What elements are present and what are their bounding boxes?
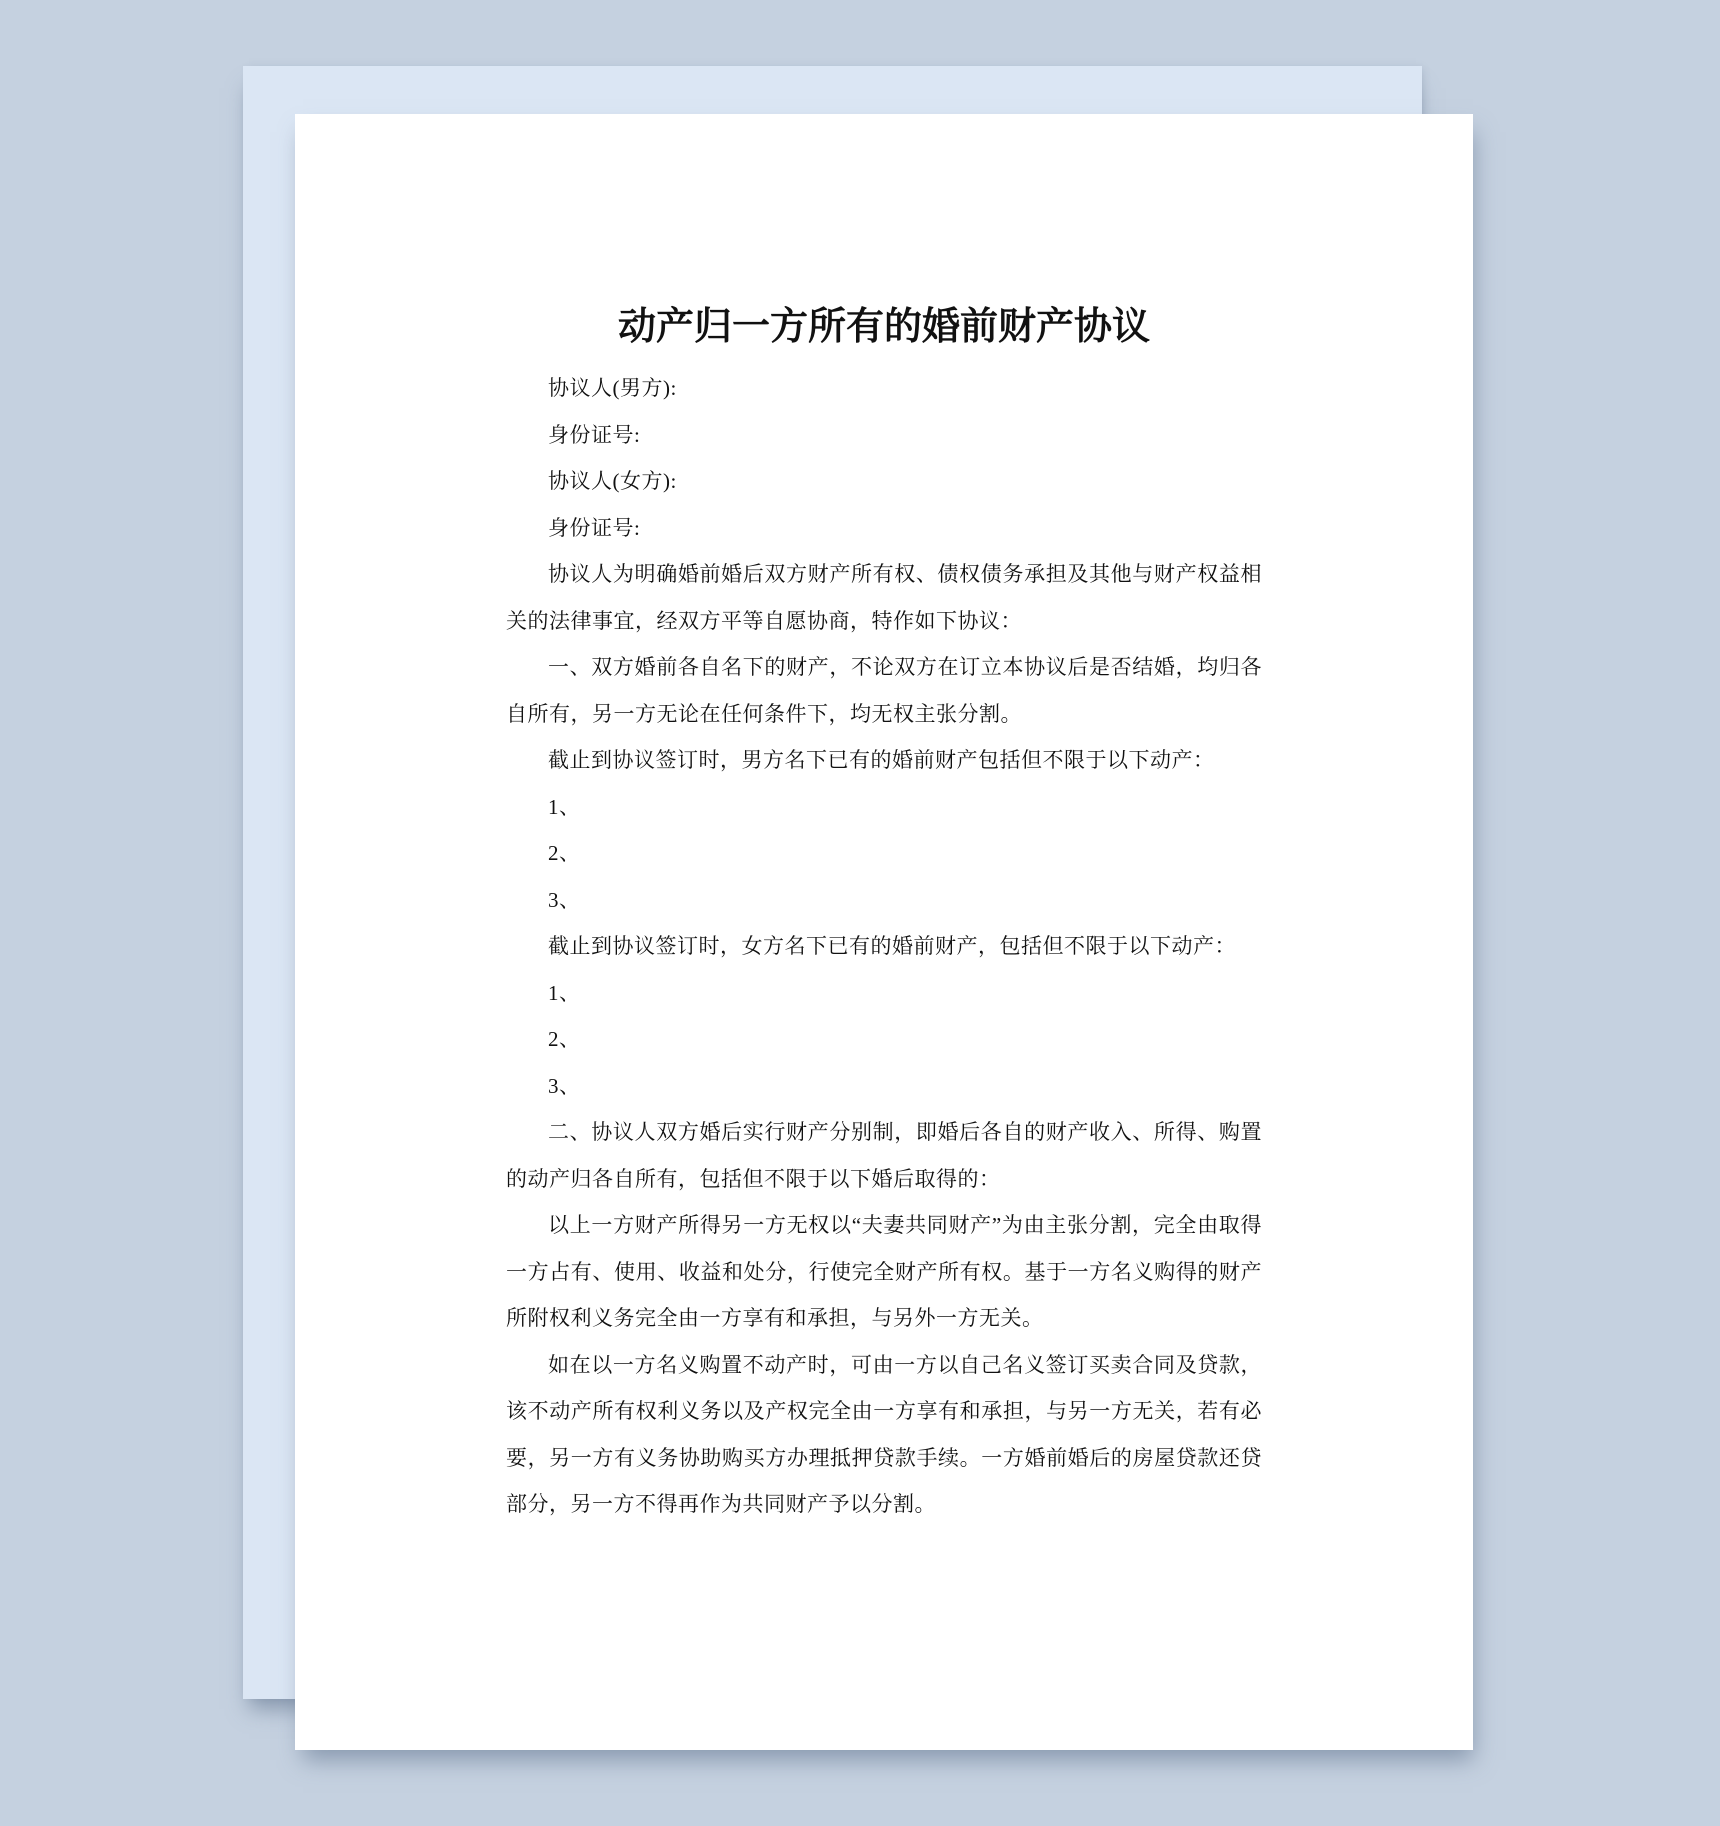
preamble: 协议人为明确婚前婚后双方财产所有权、债权债务承担及其他与财产权益相关的法律事宜，经双方平等自愿协商，特作如下协议：	[506, 562, 1262, 633]
party-b-label: 协议人(女方):	[548, 469, 677, 493]
clause-two: 二、协议人双方婚后实行财产分别制，即婚后各自的财产收入、所得、购置的动产归各自所有，包括但不限于以下婚后取得的：	[506, 1120, 1262, 1191]
party-a-id-label: 身份证号:	[548, 422, 641, 447]
female-assets-intro: 截止到协议签订时，女方名下已有的婚前财产，包括但不限于以下动产：	[548, 934, 1236, 958]
document-page	[295, 114, 1473, 1750]
party-a-label: 协议人(男方):	[548, 376, 677, 400]
female-asset-item-3: 3、	[548, 1073, 581, 1098]
document-title: 动产归一方所有的婚前财产协议	[617, 306, 1150, 348]
male-asset-item-3: 3、	[548, 887, 581, 912]
page-content	[506, 114, 1262, 1528]
female-asset-item-2: 2、	[548, 1027, 581, 1051]
male-asset-item-2: 2、	[548, 841, 581, 865]
document-body	[506, 365, 1262, 1528]
male-assets-intro: 截止到协议签订时，男方名下已有的婚前财产包括但不限于以下动产：	[548, 748, 1215, 772]
party-b-id-label: 身份证号:	[548, 515, 641, 540]
clause-two-ownership: 以上一方财产所得另一方无权以“夫妻共同财产”为由主张分割，完全由取得一方占有、使用、收益和处分，行使完全财产所有权。基于一方名义购得的财产所附权利义务完全由一方享有和承担，与另外一方无关。	[506, 1213, 1262, 1330]
clause-two-realty: 如在以一方名义购置不动产时，可由一方以自己名义签订买卖合同及贷款，该不动产所有权利义务以及产权完全由一方享有和承担，与另一方无关，若有必要，另一方有义务协助购买方办理抵押贷款手续。一方婚前婚后的房屋贷款还贷部分，另一方不得再作为共同财产予以分割。	[506, 1352, 1262, 1516]
male-asset-item-1: 1、	[548, 794, 581, 819]
female-asset-item-1: 1、	[548, 980, 581, 1005]
clause-one: 一、双方婚前各自名下的财产，不论双方在订立本协议后是否结婚，均归各自所有，另一方无论在任何条件下，均无权主张分割。	[506, 655, 1262, 726]
